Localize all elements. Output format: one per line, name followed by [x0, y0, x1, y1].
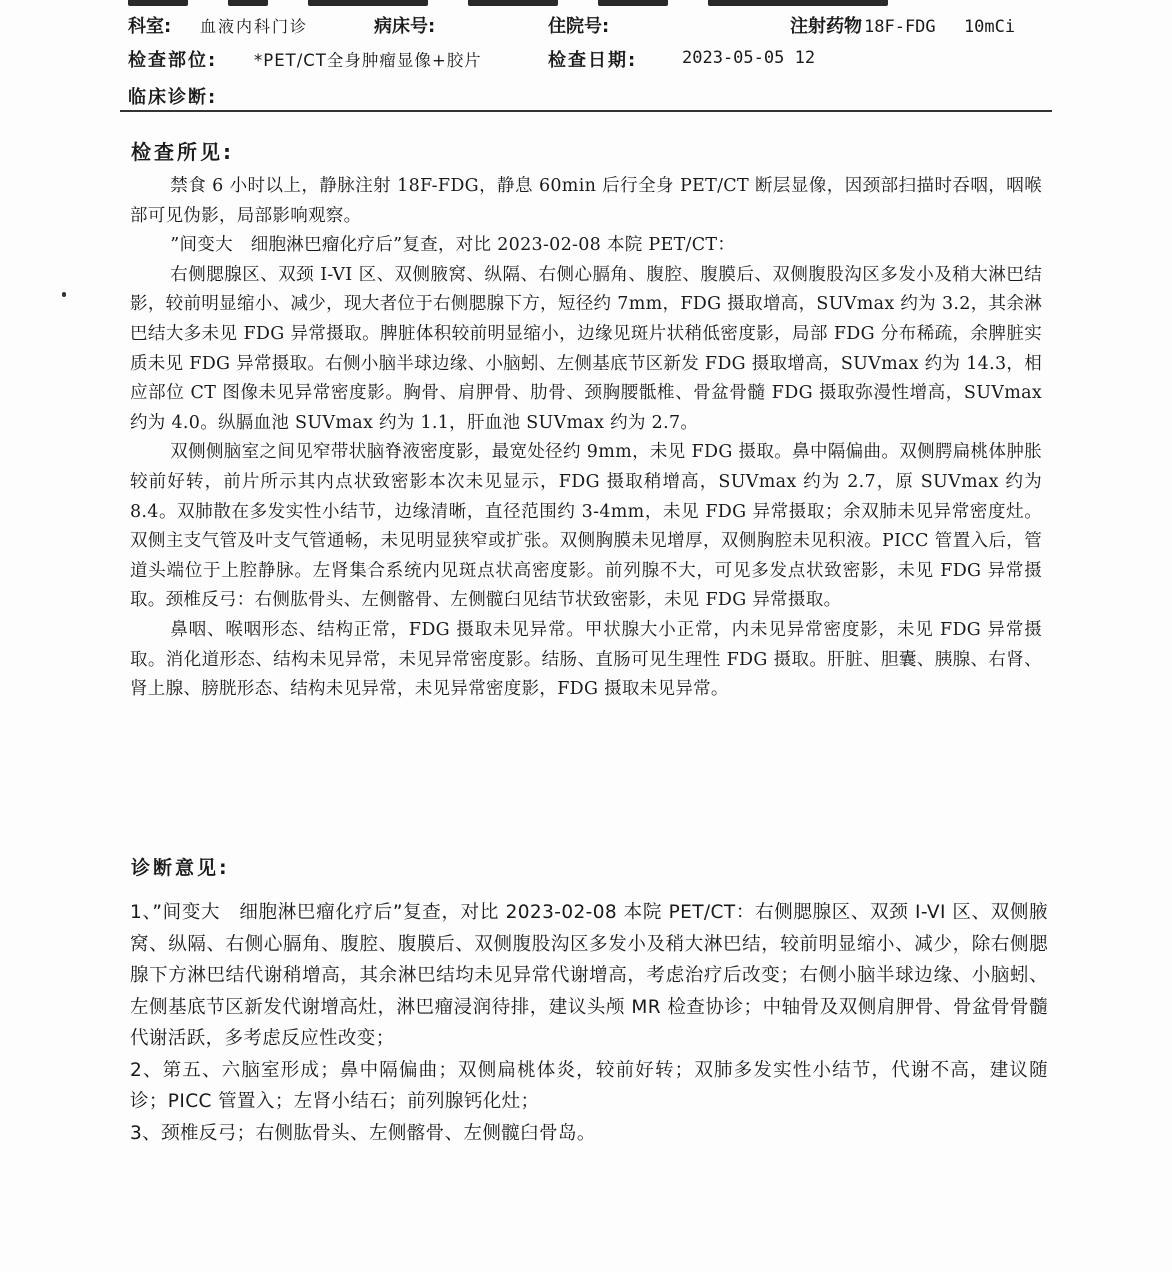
department-label: 科室: — [128, 16, 172, 37]
exam-site-value: *PET/CT全身肿瘤显像+胶片 — [254, 51, 482, 70]
diagnosis-item: 2、第五、六脑室形成；鼻中隔偏曲；双侧扁桃体炎，较前好转；双肺多发实性小结节，代谢不高，建议随诊；PICC 管置入；左肾小结石；前列腺钙化灶； — [130, 1059, 1048, 1112]
findings-paragraph: 禁食 6 小时以上，静脉注射 18F-FDG，静息 60min 后行全身 PET/CT 断层显像，因颈部扫描时吞咽，咽喉部可见伪影，局部影响观察。 — [130, 176, 1042, 226]
exam-site-label: 检查部位: — [128, 50, 218, 71]
findings-title: 检查所见: — [131, 140, 234, 164]
diagnosis-title: 诊断意见: — [131, 857, 230, 879]
tracer-dose: 10mCi — [963, 17, 1016, 37]
cut-off-header-row — [128, 0, 1028, 6]
exam-date-value: 2023-05-05 12 — [682, 48, 816, 68]
scan-speck — [62, 292, 66, 297]
department-value: 血液内科门诊 — [200, 17, 309, 36]
findings-paragraph: 双侧侧脑室之间见窄带状脑脊液密度影，最宽处径约 9mm，未见 FDG 摄取。鼻中隔偏曲。双侧腭扁桃体肿胀较前好转，前片所示其内点状致密影本次未见显示，FDG 摄取稍增高，SUVmax 约为 2.7，原 SUVmax 约为 8.4。双肺散在多发实性小结节，边缘清晰，直径范围约 3-4mm，未见 FDG 异常摄取；余双肺未见异常密度灶。双侧主支气管及叶支气管通畅，未见明显狭窄或扩张。双侧胸膜未见增厚，双侧胸腔未见积液。PICC 管置入后，管道头端位于上腔静脉。左肾集合系统内见斑点状高密度影。前列腺不大，可见多发点状致密影，未见 FDG 异常摄取。颈椎反弓：右侧肱骨头、左侧髂骨、左侧髋臼见结节状致密影，未见 FDG 异常摄取。 — [130, 442, 1042, 611]
tracer-label: 注射药物 — [790, 16, 862, 37]
tracer-value: 18F-FDG — [864, 17, 936, 37]
diagnosis-item: 1、”间变大 细胞淋巴瘤化疗后”复查，对比 2023-02-08 本院 PET/CT：右侧腮腺区、双颈 I-VI 区、双侧腋窝、纵隔、右侧心膈角、腹腔、腹膜后、双侧腹股沟区多发小及稍大淋巴结，较前明显缩小、减少，除右侧腮腺下方淋巴结代谢稍增高，其余淋巴结均未见异常代谢增高，考虑治疗后改变；右侧小脑半球边缘、小脑蚓、左侧基底节区新发代谢增高灶，淋巴瘤浸润待排，建议头颅 MR 检查协诊；中轴骨及双侧肩胛骨、骨盆骨骨髓代谢活跃，多考虑反应性改变； — [130, 902, 1048, 1049]
findings-body — [130, 172, 1042, 705]
bed-number-label: 病床号: — [374, 16, 436, 37]
findings-paragraph: 右侧腮腺区、双颈 I-VI 区、双侧腋窝、纵隔、右侧心膈角、腹腔、腹膜后、双侧腹股沟区多发小及稍大淋巴结影，较前明显缩小、减少，现大者位于右侧腮腺下方，短径约 7mm，FDG 摄取增高，SUVmax 约为 3.2，其余淋巴结大多未见 FDG 异常摄取。脾脏体积较前明显缩小，边缘见斑片状稍低密度影，局部 FDG 分布稀疏，余脾脏实质未见 FDG 异常摄取。右侧小脑半球边缘、小脑蚓、左侧基底节区新发 FDG 摄取增高，SUVmax 约为 14.3，相应部位 CT 图像未见异常密度影。胸骨、肩胛骨、肋骨、颈胸腰骶椎、骨盆骨髓 FDG 摄取弥漫性增高，SUVmax 约为 4.0。纵膈血池 SUVmax 约为 1.1，肝血池 SUVmax 约为 2.7。 — [130, 264, 1042, 433]
clinical-diagnosis-label: 临床诊断: — [128, 87, 218, 108]
admission-number-label: 住院号: — [548, 16, 610, 37]
findings-paragraph: ”间变大 细胞淋巴瘤化疗后”复查，对比 2023-02-08 本院 PET/CT： — [170, 235, 736, 256]
findings-paragraph: 鼻咽、喉咽形态、结构正常，FDG 摄取未见异常。甲状腺大小正常，内未见异常密度影，未见 FDG 异常摄取。消化道形态、结构未见异常，未见异常密度影。结肠、直肠可见生理性 FDG 摄取。肝脏、胆囊、胰腺、右肾、肾上腺、膀胱形态、结构未见异常，未见异常密度影，FDG 摄取未见异常。 — [130, 619, 1042, 700]
header-divider — [120, 110, 1052, 112]
diagnosis-body — [130, 897, 1048, 1149]
diagnosis-item: 3、颈椎反弓；右侧肱骨头、左侧髂骨、左侧髋臼骨岛。 — [130, 1122, 596, 1144]
tracer-block — [790, 12, 1015, 38]
exam-date-label: 检查日期: — [548, 50, 638, 71]
